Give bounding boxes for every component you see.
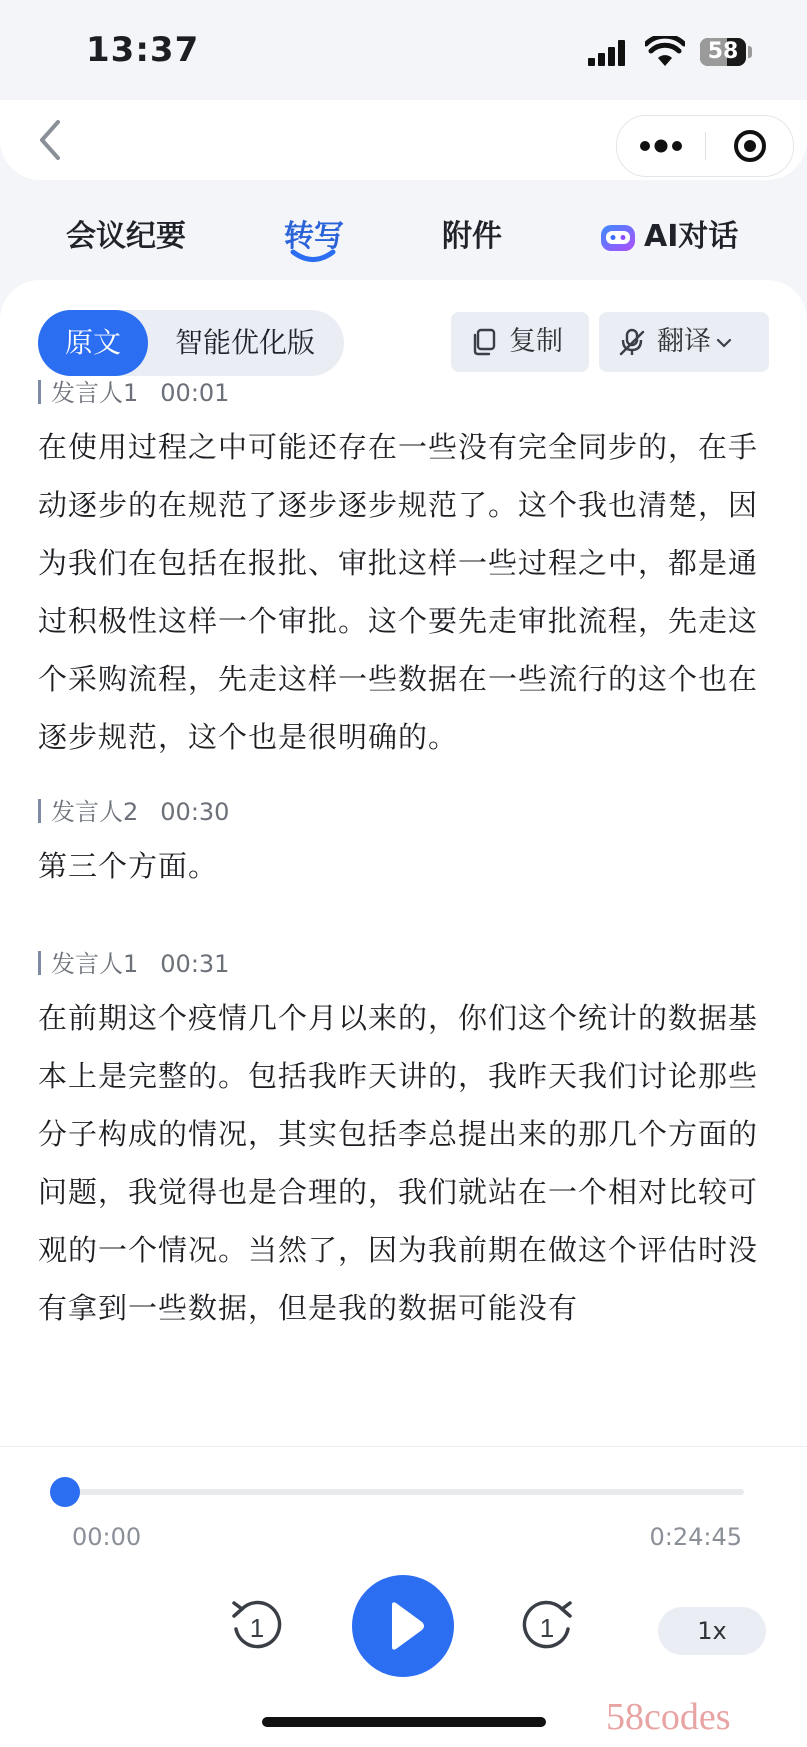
tab-ai-chat-label: AI对话 [644, 219, 739, 254]
tab-attachments[interactable]: 附件 [442, 219, 502, 254]
current-time: 00:00 [72, 1523, 142, 1551]
translate-text: 翻译 [657, 326, 711, 357]
forward-seconds: 1 [539, 1613, 555, 1643]
copy-icon [471, 328, 497, 356]
rewind-icon [226, 1595, 288, 1657]
more-button[interactable] [617, 116, 705, 176]
speaker-header [38, 795, 229, 829]
active-tab-indicator [289, 249, 337, 263]
battery-icon [700, 38, 746, 66]
close-miniprogram-button[interactable] [706, 116, 793, 176]
speaker-timestamp[interactable]: 00:01 [160, 379, 230, 407]
copy-label: 复制 [509, 326, 563, 357]
speaker-header [38, 376, 229, 410]
transcript-paragraph: 在使用过程之中可能还存在一些没有完全同步的，在手动逐步的在规范了逐步逐步规范了。这个我也清楚，因为我们在包括在报批、审批这样一些过程之中，都是通过积极性这样一个审批。这个要先走审批流程，先走这个采购流程，先走这样一些数据在一些流行的这个也在逐步规范，这个也是很明确的。 [38, 430, 759, 754]
speaker-marker [38, 380, 41, 404]
rewind-button[interactable] [226, 1595, 288, 1657]
translate-icon [619, 328, 645, 356]
speaker-timestamp[interactable]: 00:30 [160, 798, 230, 826]
chevron-left-icon [30, 110, 80, 170]
cellular-signal-icon [588, 40, 632, 66]
battery-cap [748, 46, 752, 58]
forward-button[interactable] [516, 1595, 578, 1657]
battery-level: 58 [707, 39, 739, 64]
back-button[interactable] [30, 110, 80, 170]
target-circle-icon [706, 116, 793, 176]
copy-button[interactable] [451, 312, 589, 372]
transcript-paragraph: 在前期这个疫情几个月以来的，你们这个统计的数据基本上是完整的。包括我昨天讲的，我昨天我们讨论那些分子构成的情况，其实包括李总提出来的那几个方面的问题，我觉得也是合理的，我们就站在一个相对比较可观的一个情况。当然了，因为我前期在做这个评估时没有拿到一些数据，但是我的数据可能没有 [38, 1001, 759, 1325]
version-toggle [38, 310, 344, 376]
tab-transcript[interactable]: 转写 [284, 219, 344, 254]
wifi-icon [645, 36, 685, 68]
speaker-name: 发言人2 [51, 798, 139, 826]
home-indicator [262, 1717, 546, 1727]
audio-player [0, 1446, 807, 1747]
tab-ai-chat[interactable] [598, 211, 738, 257]
status-time: 13:37 [86, 30, 200, 70]
original-text-button[interactable]: 原文 [38, 310, 148, 376]
play-icon [352, 1575, 454, 1677]
speaker-marker [38, 951, 41, 975]
speaker-marker [38, 799, 41, 823]
transcript-paragraph: 第三个方面。 [38, 849, 219, 883]
playback-speed-button[interactable]: 1x [658, 1607, 766, 1655]
translate-label [657, 312, 733, 372]
optimized-version-button[interactable]: 智能优化版 [174, 326, 315, 359]
speaker-header [38, 947, 229, 981]
tab-bar [0, 195, 807, 275]
forward-icon [516, 1595, 578, 1657]
speaker-timestamp[interactable]: 00:31 [160, 950, 230, 978]
tab-meeting-minutes[interactable]: 会议纪要 [66, 219, 186, 254]
nav-bar [0, 100, 807, 180]
more-dots-icon [617, 116, 705, 176]
mini-program-capsule [616, 115, 794, 177]
watermark: 58codes [606, 1696, 731, 1738]
speaker-name: 发言人1 [51, 950, 139, 978]
progress-track[interactable] [64, 1489, 744, 1495]
translate-button[interactable] [599, 312, 769, 372]
speaker-name: 发言人1 [51, 379, 139, 407]
progress-knob[interactable] [50, 1477, 80, 1507]
ai-robot-icon [598, 216, 638, 254]
rewind-seconds: 1 [249, 1613, 265, 1643]
play-button[interactable] [352, 1575, 454, 1677]
chevron-down-icon [715, 336, 733, 350]
status-bar [0, 0, 807, 100]
total-duration: 0:24:45 [649, 1523, 742, 1551]
